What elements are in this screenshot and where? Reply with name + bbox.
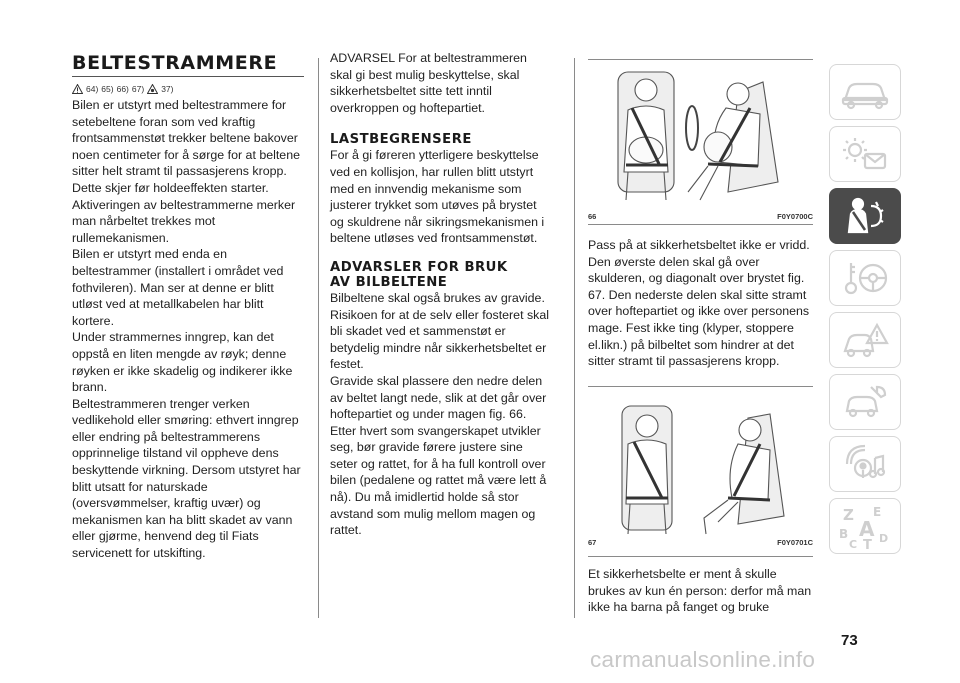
index-letter-e: E: [873, 505, 882, 519]
paragraph-foot-pretensioner: Bilen er utstyrt med enda en beltestrammer (installert i området ved fothvileren). Man ser at denne er blitt utløst ved at metallkabelen har blitt kortere.: [72, 247, 284, 328]
figure-66-number: 66: [588, 212, 597, 221]
figure-66-bottom-rule: [588, 224, 813, 225]
section-title-usage-warnings-line1: ADVARSLER FOR BRUK: [330, 259, 508, 275]
paragraph-intro: Bilen er utstyrt med beltestrammere for setebeltene foran som ved kraftig frontsammenstøt trekker beltene bakover noen centimeter for å sørge for at beltene sitter helt stramt til passasjerens kropp. Dette skjer før holdeeffekten starter.: [72, 98, 300, 195]
seatbelt-airbag-icon: [841, 196, 889, 236]
tab-emergency[interactable]: [829, 312, 901, 368]
alphabet-index-icon: [837, 502, 893, 550]
figure-67: [588, 398, 813, 550]
figure-67-bottom-rule: [588, 556, 813, 557]
ref-64: 64): [86, 84, 99, 94]
paragraph-maintenance: Beltestrammeren trenger verken vedlikehold eller smøring: ethvert inngrep eller endring på beltestrammerens opprinnelige tilstand vil oppheve dens beskyttende virkning. Dersom utstyret har blitt utsatt for naturskade (oversvømmelser, kraftig uvær) og mekanismen kan ha blitt skadet av vann eller gjørme, henvend deg til Fiats servicenett for utskifting.: [72, 396, 301, 561]
figure-67-code: F0Y0701C: [777, 538, 813, 547]
lights-message-icon: [841, 136, 889, 172]
page-number: 73: [841, 632, 858, 649]
single-person-text: Et sikkerhetsbelte er ment å skulle brukes av kun én person: derfor må man ikke ha barna på fanget og bruke: [588, 567, 812, 615]
index-letter-t: T: [863, 538, 872, 550]
multimedia-icon: [841, 444, 889, 484]
tab-lights[interactable]: [829, 126, 901, 182]
page-title: BELTESTRAMMERE: [72, 52, 278, 74]
tab-start-driving[interactable]: [829, 250, 901, 306]
warning-paragraph: ADVARSEL For at beltestrammeren skal gi best mulig beskyttelse, skal sikkerhetsbeltet sitte tett inntil overkroppen og hoftepartiet.: [330, 51, 527, 115]
pregnant-paragraph-1: Bilbeltene skal også brukes av gravide. Risikoen for at de selv eller fosteret skal bli skadet ved et sammenstøt er betydelig mindre når sikkerhetsbeltet er festet.: [330, 290, 549, 372]
tab-safety[interactable]: [829, 188, 901, 244]
wrench-service-icon: [841, 383, 889, 421]
load-limiter-text: For å gi føreren ytterligere beskyttelse ved en kollisjon, har rullen blitt utstyrt med en innvendig mekanisme som justerer trykket som utøves på brystet og skuldrene når sikringsmekanismen i beltene utløses ved frontsammenstøt.: [330, 148, 545, 246]
ref-37: 37): [161, 84, 174, 94]
tab-dashboard[interactable]: [829, 64, 901, 120]
title-underline: [72, 76, 304, 77]
paragraph-smoke: Under strammernes inngrep, kan det oppstå en liten mengde av røyk; denne røyken er ikke skadelig og indikerer ikke brann.: [72, 330, 293, 395]
column-divider-1: [318, 58, 319, 618]
column-divider-2: [574, 58, 575, 618]
ref-65: 65): [101, 84, 114, 94]
key-steering-icon: [841, 259, 889, 297]
warning-triangle-icon: [72, 84, 83, 94]
figure-67-number: 67: [588, 538, 597, 547]
tab-multimedia[interactable]: [829, 436, 901, 492]
seatbelt-position-illustration: [588, 398, 813, 538]
paragraph-activation: Aktiveringen av beltestrammerne merker man nårbeltet trekkes mot rullemekanismen.: [72, 197, 296, 245]
tab-maintenance[interactable]: [829, 374, 901, 430]
section-title-load-limiters: LASTBEGRENSERE: [330, 132, 472, 148]
tab-index[interactable]: [829, 498, 901, 554]
figure-66: [588, 62, 813, 224]
warning-crash-icon: [841, 321, 889, 359]
ref-66: 66): [116, 84, 129, 94]
hand-warning-icon: [147, 84, 158, 94]
index-letter-z: Z: [843, 506, 854, 524]
chapter-sidebar: [829, 64, 901, 560]
pregnant-seatbelt-illustration: [588, 62, 813, 207]
section-title-usage-warnings-line2: AV BILBELTENE: [330, 274, 448, 290]
warning-references: [72, 84, 173, 94]
index-letter-c: C: [849, 538, 858, 550]
pregnant-paragraph-3: Etter hvert som svangerskapet utvikler seg, bør gravide førere justere sine seter og rattet, for å ha full kontroll over bilen (pedalene og rattet må være lett å nå). Du må imidlertid holde så stor avstand som mulig mellom magen og rattet.: [330, 423, 547, 538]
figure-66-caption: [588, 212, 813, 221]
figure-67-top-rule: [588, 386, 813, 387]
figure-66-top-rule: [588, 59, 813, 60]
ref-67: 67): [131, 84, 145, 94]
pregnant-paragraph-2: Gravide skal plassere den nedre delen av beltet langt nede, slik at det går over hoftepartiet og under magen fig. 66.: [330, 373, 547, 422]
figure-66-code: F0Y0700C: [777, 212, 813, 221]
car-dashboard-icon: [841, 74, 889, 110]
belt-position-text: Pass på at sikkerhetsbeltet ikke er vridd. Den øverste delen skal gå over skulderen, og diagonalt over brystet fig. 67. Den nederste delen skal sitte stramt over hoftepartiet og ikke over personens mage. Fest ikke ting (klyper, stoppere el.likn.) på bilbeltet som hindrer at det sitter stramt til passasjerens kropp.: [588, 238, 810, 369]
watermark: carmanualsonline.info: [590, 647, 816, 672]
figure-67-caption: [588, 538, 813, 547]
index-letter-d: D: [879, 532, 889, 545]
index-letter-b: B: [839, 527, 849, 541]
index-letter-a: A: [859, 517, 875, 541]
